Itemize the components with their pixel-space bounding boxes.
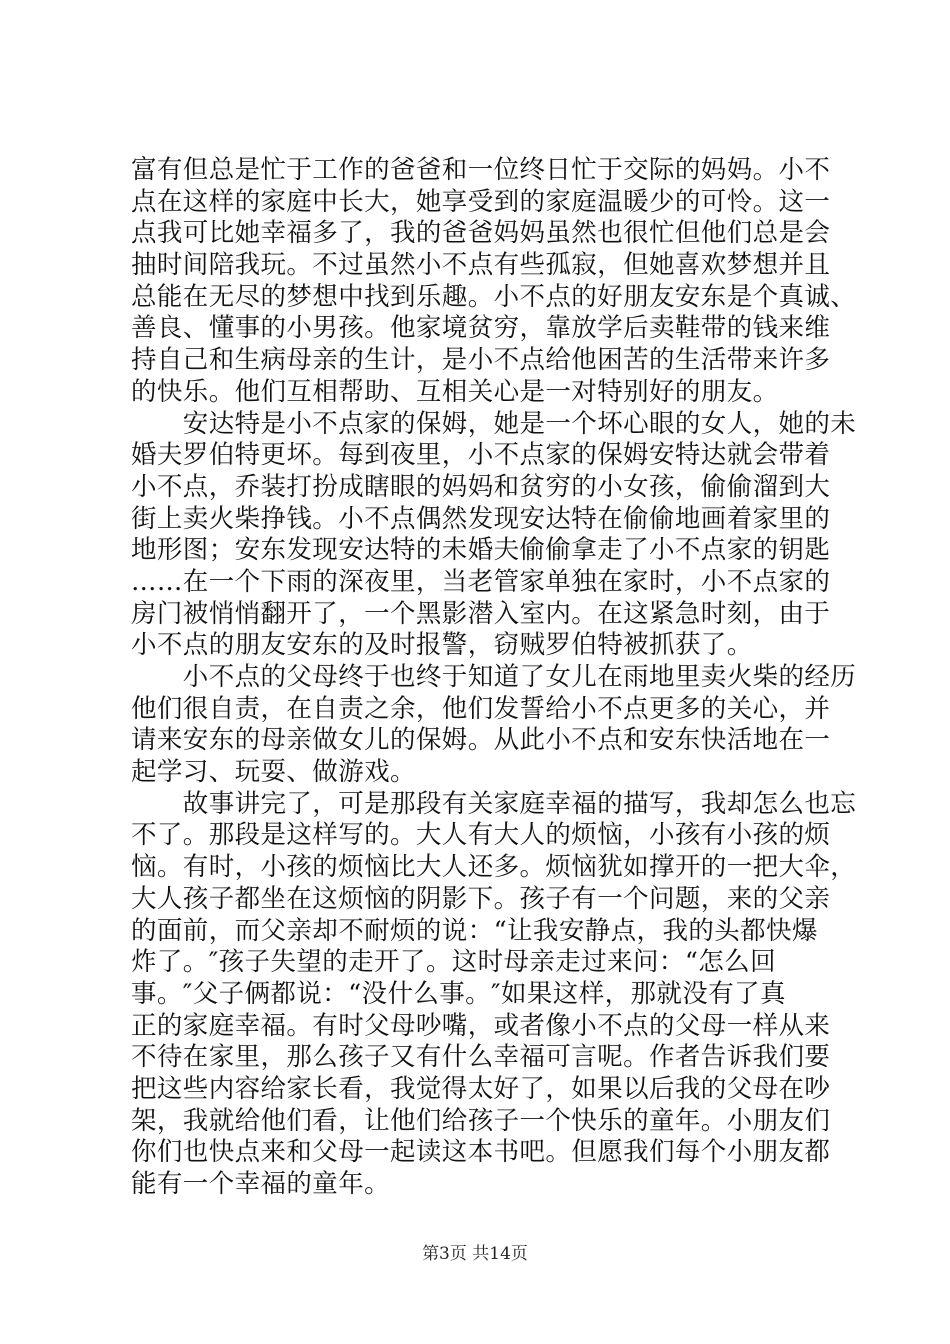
text-line: 你们也快点来和父母一起读这本书吧。但愿我们每个小朋友都 xyxy=(131,1137,831,1168)
text-line: 大人孩子都坐在这烦恼的阴影下。孩子有一个问题，来的父亲 xyxy=(131,883,831,914)
text-line: 架，我就给他们看，让他们给孩子一个快乐的童年。小朋友们 xyxy=(131,1105,831,1136)
text-line: 能有一个幸福的童年。 xyxy=(131,1169,391,1199)
text-line: 小不点，乔装打扮成瞎眼的妈妈和贫穷的小女孩，偷偷溜到大 xyxy=(131,471,831,502)
text-line: 善良、懂事的小男孩。他家境贫穷，靠放学后卖鞋带的钱来维 xyxy=(131,313,831,344)
body-text xyxy=(131,155,857,1201)
text-line: 不了。那段是这样写的。大人有大人的烦恼，小孩有小孩的烦 xyxy=(131,820,831,851)
text-line: 炸了。″孩子失望的走开了。这时母亲走过来问：“怎么回 xyxy=(131,947,776,978)
text-line: 请来安东的母亲做女儿的保姆。从此小不点和安东快活地在一 xyxy=(131,725,831,756)
text-line: 街上卖火柴挣钱。小不点偶然发现安达特在偷偷地画着家里的 xyxy=(131,503,831,534)
text-line: 持自己和生病母亲的生计，是小不点给他困苦的生活带来许多 xyxy=(131,345,831,376)
text-line: 点在这样的家庭中长大，她享受到的家庭温暖少的可怜。这一 xyxy=(131,186,831,217)
text-line: 起学习、玩耍、做游戏。 xyxy=(131,757,416,788)
text-line: 小不点的朋友安东的及时报警，窃贼罗伯特被抓获了。 xyxy=(131,630,753,661)
text-line: 的快乐。他们互相帮助、互相关心是一对特别好的朋友。 xyxy=(131,376,779,407)
page-footer: 第3页 共14页 xyxy=(422,1244,528,1264)
text-line: 房门被悄悄翻开了，一个黑影潜入室内。在这紧急时刻，由于 xyxy=(131,598,831,629)
text-line: ……在一个下雨的深夜里，当老管家单独在家时，小不点家的 xyxy=(131,566,831,597)
text-line: 总能在无尽的梦想中找到乐趣。小不点的好朋友安东是个真诚、 xyxy=(131,281,857,312)
text-line: 婚夫罗伯特更坏。每到夜里，小不点家的保姆安特达就会带着 xyxy=(131,440,831,471)
text-line: 事。″父子俩都说：“没什么事。″如果这样，那就没有了真 xyxy=(131,978,786,1009)
text-line: 富有但总是忙于工作的爸爸和一位终日忙于交际的妈妈。小不 xyxy=(131,155,831,185)
text-line: 正的家庭幸福。有时父母吵嘴，或者像小不点的父母一样从来 xyxy=(131,1010,831,1041)
text-line: 地形图；安东发现安达特的未婚夫偷偷拿走了小不点家的钥匙 xyxy=(131,535,831,566)
text-line: 不待在家里，那么孩子又有什么幸福可言呢。作者告诉我们要 xyxy=(131,1042,831,1073)
text-line: 他们很自责，在自责之余，他们发誓给小不点更多的关心，并 xyxy=(131,693,831,724)
text-line: 故事讲完了，可是那段有关家庭幸福的描写，我却怎么也忘 xyxy=(131,788,857,819)
text-line: 点我可比她幸福多了，我的爸爸妈妈虽然也很忙但他们总是会 xyxy=(131,218,831,249)
text-line: 的面前，而父亲却不耐烦的说：“让我安静点，我的头都快爆 xyxy=(131,915,818,946)
text-line: 小不点的父母终于也终于知道了女儿在雨地里卖火柴的经历 xyxy=(131,662,857,692)
text-line: 把这些内容给家长看，我觉得太好了，如果以后我的父母在吵 xyxy=(131,1073,831,1104)
text-line: 恼。有时，小孩的烦恼比大人还多。烦恼犹如撑开的一把大伞， xyxy=(131,852,857,883)
text-line: 安达特是小不点家的保姆，她是一个坏心眼的女人，她的未 xyxy=(131,408,857,439)
text-line: 抽时间陪我玩。不过虽然小不点有些孤寂，但她喜欢梦想并且 xyxy=(131,250,831,281)
